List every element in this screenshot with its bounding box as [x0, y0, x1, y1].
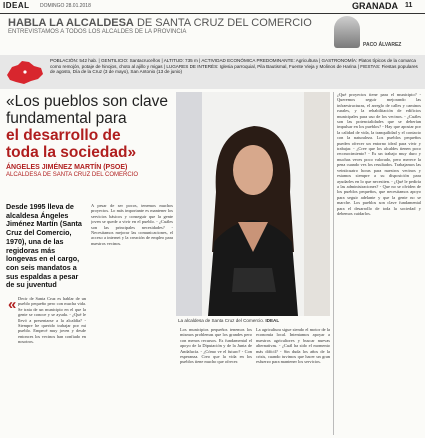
headline-line-3: el desarrollo de	[6, 127, 121, 144]
author-name: PACO ÁLVAREZ	[363, 42, 402, 48]
author-photo	[334, 16, 360, 48]
interviewee-name: ÁNGELES JIMÉNEZ MARTÍN (PSOE)	[6, 164, 128, 171]
body-column-3: Los municipios pequeños tenemos los mismos problemas que los grandes pero con menos recursos. Es fundamental el apoyo de la Diputación y de la Junta de Andalucía. - ¿Cómo ve el futuro? - Con esperanza. Creo que la vida en los pueblos tiene mucho que ofrecer.	[180, 327, 252, 365]
issue-date: DOMINGO 28.01.2018	[40, 3, 91, 9]
body-column-2: A pesar de ser pocos, tenemos muchos proyectos. Lo más importante es mantener los servicios básicos y conseguir que la gente joven se quede a vivir en el pueblo. - ¿Cuáles son las principales necesidades? - Necesitamos mejorar las comunicaciones, el acceso a internet y la creación de empleo para nuestros vecinos.	[91, 203, 173, 246]
body-column-4: La agricultura sigue siendo el motor de la economía local. Intentamos apoyar a nuestros agricultores y buscar nuevas alternativas. - ¿Cuál ha sido el momento más difícil? - Sin duda los años de la crisis, cuando tuvimos que hacer un gran esfuerzo para mantener los servicios.	[256, 327, 330, 365]
article-photo	[176, 92, 330, 316]
province-map-icon	[4, 57, 46, 87]
photo-caption	[178, 318, 279, 323]
body-column-1: Decir de Santa Cruz es hablar de un pueblo pequeño pero con mucha vida. Se trata de un municipio en el que la gente se conoce y se ayuda. - ¿Qué le llevó a presentarse a la alcaldía? - Siempre he querido trabajar por mi pueblo. Empecé muy joven y desde entonces los vecinos han confiado en nosotros.	[18, 296, 86, 345]
headline-line-2: fundamental para	[6, 110, 127, 127]
headline-line-1: «Los pueblos son clave	[6, 93, 169, 110]
series-title-bold: HABLA LA ALCALDESA	[8, 17, 134, 29]
article-deck: Desde 1995 lleva de alcaldesa Ángeles Jiménez Martín (Santa Cruz del Comercio, 1970), una de las regidoras más longevas en el cargo, con seis mandatos a sus espaldas a pesar de su juventud	[6, 202, 82, 290]
series-subtitle: ENTREVISTAMOS A TODOS LOS ALCALDES DE LA PROVINCIA	[8, 29, 187, 35]
caption-text: La alcaldesa de Santa Cruz del Comercio.	[178, 318, 266, 323]
series-title-light: DE SANTA CRUZ DEL COMERCIO	[133, 17, 312, 29]
series-title	[8, 17, 312, 29]
headline	[6, 93, 176, 161]
portrait-image	[176, 92, 330, 316]
section-name: GRANADA	[352, 1, 398, 11]
interviewee-role: ALCALDESA DE SANTA CRUZ DEL COMERCIO	[6, 172, 139, 178]
quote-mark-icon: «	[8, 296, 17, 313]
photo-credit: IDEAL	[265, 318, 280, 323]
newspaper-logo: IDEAL	[3, 1, 30, 10]
headline-line-4: toda la sociedad»	[6, 144, 137, 161]
page-number: 11	[405, 2, 413, 9]
municipality-facts: POBLACIÓN: 542 hab. | GENTILICIO: Santacruceños | ALTITUD: 735 m | ACTIVIDAD ECONÓMICA PREDOMINANTE: Agricultura | GASTRONOMÍA: Platos típicos de la comarca como remojón, potaje de hinojos, choto al ajillo y migas | LUGARES DE INTERÉS: Iglesia parroquial, Pila Bautismal, Fuente Vieja y Molinos de Harina | FIESTAS: Fiestas populares de agosto, Día de la Cruz (3 de mayo), San Antonio (13 de junio)	[50, 58, 418, 75]
column-divider	[333, 92, 334, 435]
body-column-right: ¿Qué proyectos tiene para el municipio? - Queremos seguir mejorando las infraestructuras, el arreglo de calles y caminos rurales, y la rehabilitación de edificios municipales para uso de los vecinos. - ¿Cuáles son las potencialidades que se deberían impulsar en los pueblos? - Hay que apostar por la calidad de vida, la tranquilidad y el contacto con la naturaleza. Los pueblos pequeños pueden ofrecer un entorno ideal para vivir y trabajar. - ¿Cree que los alcaldes tienen poco reconocimiento? - Es un trabajo muy duro y muchas veces poco valorado, pero merece la pena cuando ves los resultados. Trabajamos las veinticuatro horas para nuestros vecinos y estamos siempre a su disposición para ayudarles en lo que necesiten. - ¿Qué le pediría a las administraciones? - Que no se olviden de los pueblos pequeños, que necesitamos apoyo para seguir adelante y que la gente no se marche. Los pueblos son clave fundamental para el desarrollo de toda la sociedad y debemos cuidarlos.	[337, 92, 421, 216]
